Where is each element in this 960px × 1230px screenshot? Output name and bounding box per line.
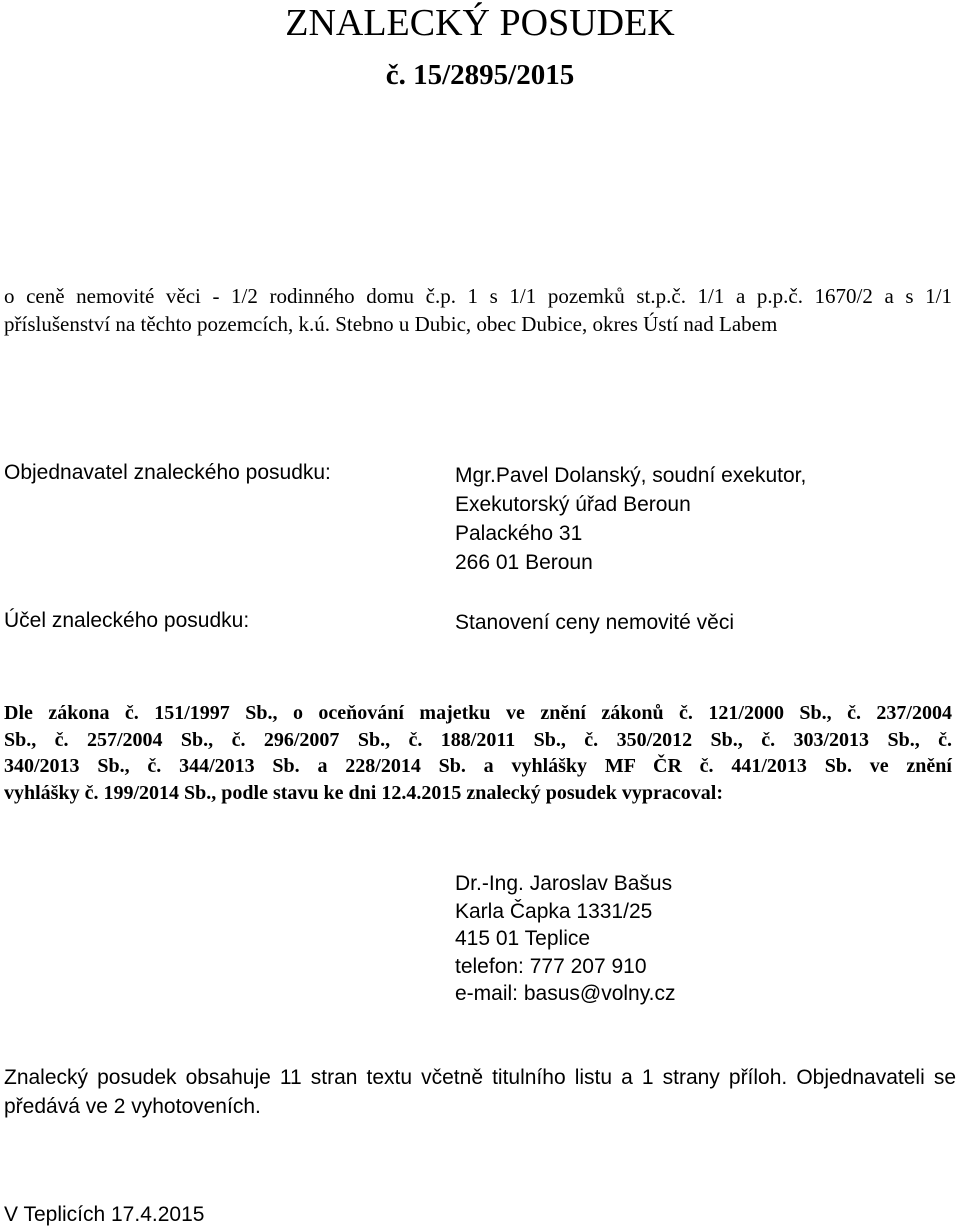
client-address [455, 461, 806, 577]
client-line-3: Palackého 31 [455, 522, 583, 545]
document-number: č. 15/2895/2015 [385, 59, 575, 91]
client-line-4: 266 01 Beroun [455, 551, 593, 574]
client-line-1: Mgr.Pavel Dolanský, soudní exekutor, [455, 464, 807, 487]
subject-paragraph [4, 282, 952, 338]
purpose-label: Účel znaleckého posudku: [4, 609, 250, 632]
document-title: ZNALECKÝ POSUDEK [285, 2, 675, 44]
expert-city: 415 01 Teplice [455, 927, 591, 950]
expert-name: Dr.-Ing. Jaroslav Bašus [455, 872, 673, 895]
content-note-line-2: předává ve 2 vyhotoveních. [4, 1095, 261, 1118]
document-date: V Teplicích 17.4.2015 [4, 1203, 205, 1226]
law-line-1: Dle zákona č. 151/1997 Sb., o oceňování majetku ve znění zákonů č. 121/2000 Sb., č. 237/2004 [4, 702, 952, 724]
subject-line-1: o ceně nemovité věci - 1/2 rodinného domu č.p. 1 s 1/1 pozemků st.p.č. 1/1 a p.p.č. 1670/2 a s 1/1 [4, 284, 952, 308]
purpose-value: Stanovení ceny nemovité věci [455, 611, 734, 634]
content-note-line-1: Znalecký posudek obsahuje 11 stran textu včetně titulního listu a 1 strany příloh. Objednavateli se [4, 1066, 956, 1089]
expert-phone: telefon: 777 207 910 [455, 954, 647, 978]
law-line-2: Sb., č. 257/2004 Sb., č. 296/2007 Sb., č. 188/2011 Sb., č. 350/2012 Sb., č. 303/2013 Sb., č. [4, 728, 952, 751]
law-line-4: vyhlášky č. 199/2014 Sb., podle stavu ke dni 12.4.2015 znalecký posudek vypracoval: [4, 781, 723, 804]
expert-email: e-mail: basus@volny.cz [455, 982, 676, 1005]
expert-street: Karla Čapka 1331/25 [455, 899, 653, 923]
law-paragraph [4, 700, 952, 806]
content-note-paragraph [4, 1063, 956, 1121]
subject-line-2: příslušenství na těchto pozemcích, k.ú. Stebno u Dubic, obec Dubice, okres Ústí nad Labem [4, 312, 778, 336]
client-line-2: Exekutorský úřad Beroun [455, 493, 691, 516]
expert-contact [455, 870, 676, 1008]
law-line-3: 340/2013 Sb., č. 344/2013 Sb. a 228/2014 Sb. a vyhlášky MF ČR č. 441/2013 Sb. ve znění [4, 755, 952, 777]
client-label: Objednavatel znaleckého posudku: [4, 461, 331, 484]
